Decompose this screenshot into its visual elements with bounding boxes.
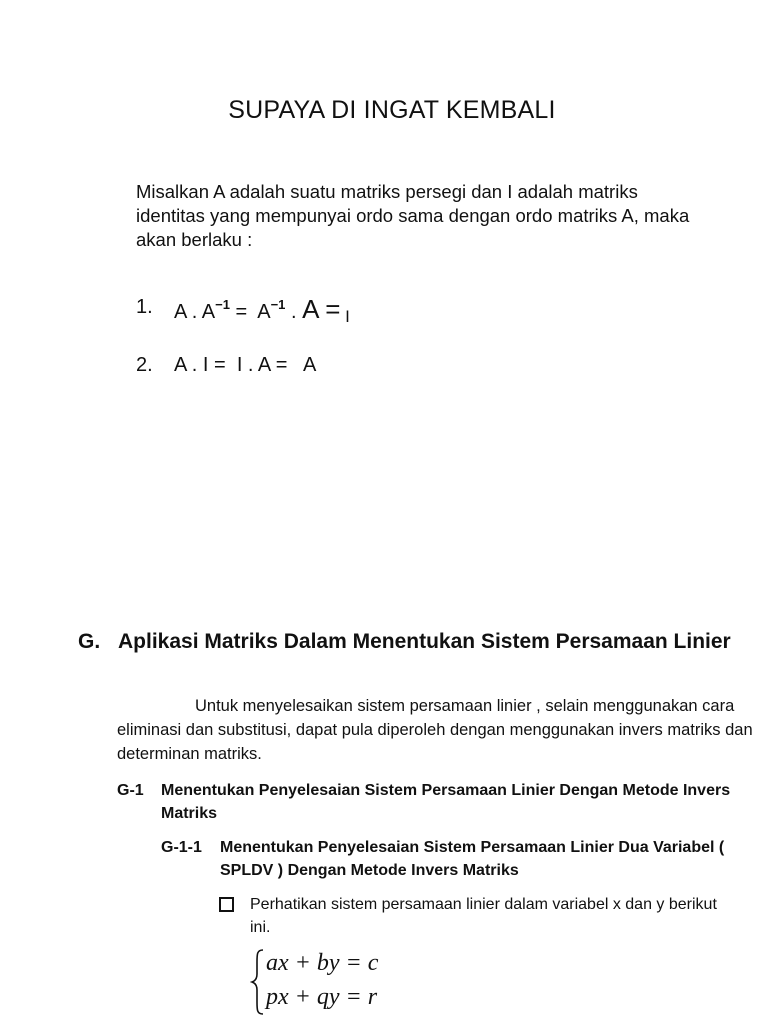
section-paragraph: Untuk menyelesaikan sistem persamaan linier , selain menggunakan cara eliminasi dan substitusi, dapat pula diperoleh dengan menggunakan invers matriks dan determinan matriks. [117, 697, 753, 763]
subsection-g1-1-code: G-1-1 [161, 839, 202, 856]
equation-1-number: 1. [136, 296, 153, 318]
section-title: Aplikasi Matriks Dalam Menentukan Sistem Persamaan Linier [118, 630, 731, 653]
bullet-text: Perhatikan sistem persamaan linier dalam variabel x dan y berikut ini. [250, 896, 717, 936]
equation-1 [136, 292, 556, 326]
subsection-g1-code: G-1 [117, 782, 144, 799]
subsection-g1-title: Menentukan Penyelesaian Sistem Persamaan Linier Dengan Metode Invers Matriks [161, 782, 731, 822]
equation-2 [136, 354, 556, 384]
equation-2-number: 2. [136, 354, 153, 376]
system-line-2: px + qy = r [266, 984, 378, 1010]
slide-title: SUPAYA DI INGAT KEMBALI [228, 96, 556, 124]
equation-2-body: A . I = I . A = A [174, 354, 317, 376]
equation-system [250, 946, 450, 1016]
system-line-1: ax + by = c [266, 950, 379, 976]
left-brace-icon [250, 948, 266, 1016]
intro-paragraph: Misalkan A adalah suatu matriks persegi dan I adalah matriks identitas yang mempunyai ordo sama dengan ordo matriks A, maka akan berlaku : [136, 181, 690, 250]
subsection-g1-1-title: Menentukan Penyelesaian Sistem Persamaan Linier Dua Variabel ( SPLDV ) Dengan Metode Invers Matriks [220, 839, 725, 879]
section-letter: G. [78, 630, 101, 653]
equation-1-body: A . $A^{-1} = A^{-1}$ . A = $_I$ [174, 294, 350, 326]
checkbox-bullet-icon [219, 897, 234, 912]
